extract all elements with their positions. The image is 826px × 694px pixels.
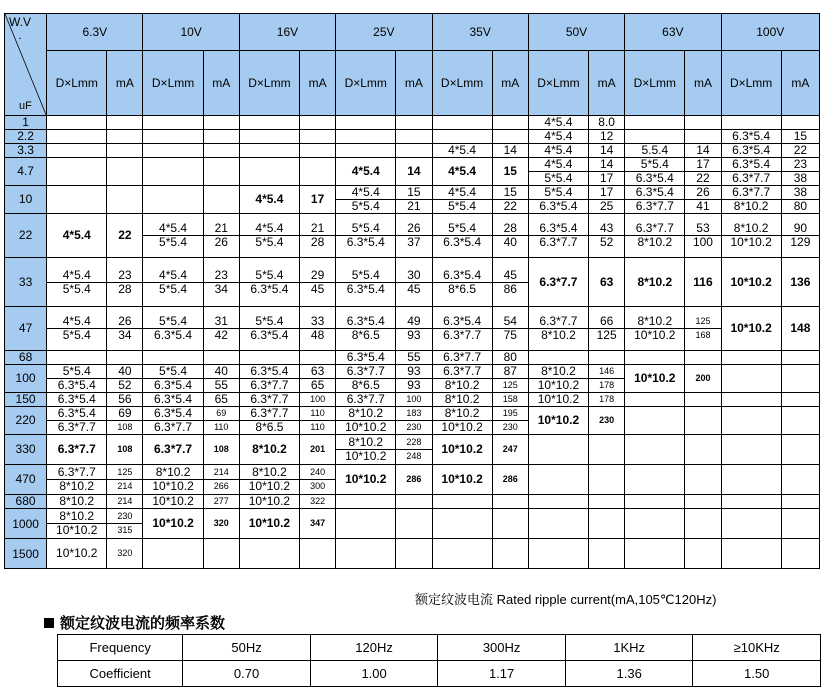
dim-cell: 10*10.2 (432, 465, 492, 495)
corner-header (5, 14, 47, 116)
cap-label: 150 (5, 393, 47, 407)
ma-cell: 230 (589, 407, 625, 435)
ma-cell: 40 55 (203, 365, 239, 393)
dim-cell: 8*10.2 10*10.2 (143, 465, 203, 495)
coefficient-value: 1.00 (310, 661, 438, 687)
dim-cell: 4*5.4 5*5.4 (143, 214, 203, 258)
coefficient-label: Coefficient (58, 661, 183, 687)
ma-cell: 55 (396, 351, 432, 365)
dim-header: D×Lmm (528, 51, 588, 116)
cap-label: 1500 (5, 539, 47, 569)
ma-cell: 14 (396, 158, 432, 186)
frequency-label: Frequency (58, 635, 183, 661)
cap-label: 33 (5, 258, 47, 307)
dim-cell: 6.3*5.4 6.3*7.7 (239, 365, 299, 393)
cap-label: 470 (5, 465, 47, 495)
dim-cell: 10*10.2 (721, 307, 781, 351)
frequency-coefficient-table (57, 634, 821, 687)
dim-cell: 4*5.4 (336, 158, 396, 186)
dim-cell: 8*10.2 10*10.2 (528, 365, 588, 393)
dim-cell: 5*5.4 6.3*5.4 (625, 158, 685, 186)
ma-cell: 125 214 (107, 465, 143, 495)
ma-header: mA (300, 51, 336, 116)
dim-cell: 8*10.2 10*10.2 (336, 435, 396, 465)
ma-cell: 38 80 (781, 186, 819, 214)
dim-cell: 6.3*7.7 8*6.5 (336, 365, 396, 393)
cap-label: 680 (5, 495, 47, 509)
dim-cell: 5*5.4 6.3*5.4 (432, 214, 492, 258)
dim-cell: 4*5.4 (528, 144, 588, 158)
voltage-header: 50V (528, 14, 624, 51)
ma-header: mA (781, 51, 819, 116)
dim-cell: 10*10.2 (528, 393, 588, 407)
ma-cell: 12 (589, 130, 625, 144)
ma-cell: 347 (300, 509, 336, 539)
ma-cell: 116 (685, 258, 721, 307)
ma-cell: 8.0 (589, 116, 625, 130)
ma-cell: 146 178 (589, 365, 625, 393)
dim-cell: 10*10.2 (143, 509, 203, 539)
dim-cell: 6.3*7.7 (143, 435, 203, 465)
dim-header: D×Lmm (239, 51, 299, 116)
ma-cell: 17 (300, 186, 336, 214)
ma-cell: 66 125 (589, 307, 625, 351)
ma-cell: 30 45 (396, 258, 432, 307)
ma-cell: 87 125 (492, 365, 528, 393)
ma-cell: 31 42 (203, 307, 239, 351)
ma-cell: 21 28 (300, 214, 336, 258)
cap-label: 100 (5, 365, 47, 393)
dim-cell: 6.3*5.4 (143, 393, 203, 407)
ma-cell: 22 (781, 144, 819, 158)
ma-cell: 230 315 (107, 509, 143, 539)
voltage-header: 63V (625, 14, 721, 51)
dim-cell: 6.3*7.7 (528, 258, 588, 307)
frequency-value: ≥10KHz (693, 635, 821, 661)
ma-cell: 108 (107, 435, 143, 465)
frequency-value: 50Hz (183, 635, 311, 661)
dim-cell: 5*5.4 6.3*5.4 (239, 258, 299, 307)
dim-cell: 8*10.2 10*10.2 (625, 307, 685, 351)
dim-cell: 6.3*5.4 (721, 130, 781, 144)
ma-header: mA (203, 51, 239, 116)
ma-cell: 108 (203, 435, 239, 465)
dim-cell: 4*5.4 (528, 116, 588, 130)
voltage-header: 25V (336, 14, 432, 51)
dim-cell: 6.3*7.7 (432, 351, 492, 365)
cap-label: 47 (5, 307, 47, 351)
coefficient-value: 1.36 (565, 661, 693, 687)
ma-cell: 14 (492, 144, 528, 158)
cap-label: 68 (5, 351, 47, 365)
ma-cell: 26 41 (685, 186, 721, 214)
ma-cell: 322 (300, 495, 336, 509)
dim-cell: 6.3*5.4 (47, 393, 107, 407)
ma-cell: 200 (685, 365, 721, 393)
ma-cell: 93 93 (396, 365, 432, 393)
ma-cell: 65 (203, 393, 239, 407)
section-title-text: 额定纹波电流的频率系数 (60, 615, 226, 632)
dim-cell: 10*10.2 (143, 495, 203, 509)
dim-cell: 10*10.2 (721, 258, 781, 307)
ma-cell: 54 75 (492, 307, 528, 351)
dim-cell: 10*10.2 (432, 435, 492, 465)
ma-header: mA (396, 51, 432, 116)
ma-cell: 15 22 (492, 186, 528, 214)
dim-cell: 4*5.4 5*5.4 (47, 258, 107, 307)
dim-cell: 10*10.2 (239, 495, 299, 509)
dim-header: D×Lmm (721, 51, 781, 116)
ma-header: mA (685, 51, 721, 116)
ma-cell: 23 34 (203, 258, 239, 307)
dim-cell: 4*5.4 5*5.4 (143, 258, 203, 307)
ma-cell: 45 86 (492, 258, 528, 307)
voltage-header: 16V (239, 14, 335, 51)
ma-cell: 125 168 (685, 307, 721, 351)
section-title (44, 612, 225, 633)
ma-cell: 286 (492, 465, 528, 495)
ma-cell: 15 (781, 130, 819, 144)
coefficient-value: 1.50 (693, 661, 821, 687)
coefficient-value: 1.17 (438, 661, 566, 687)
cap-label: 1 (5, 116, 47, 130)
ma-cell: 22 (107, 214, 143, 258)
dim-cell: 4*5.4 (47, 214, 107, 258)
ma-cell: 136 (781, 258, 819, 307)
ma-cell: 63 65 (300, 365, 336, 393)
dim-header: D×Lmm (432, 51, 492, 116)
cap-label: 4.7 (5, 158, 47, 186)
dim-cell: 8*10.2 10*10.2 (721, 214, 781, 258)
ma-cell: 43 52 (589, 214, 625, 258)
ma-cell: 100 (396, 393, 432, 407)
dim-cell: 10*10.2 (47, 539, 107, 569)
ma-cell: 53 100 (685, 214, 721, 258)
dim-cell: 6.3*7.7 8*10.2 (528, 307, 588, 351)
dim-cell: 8*10.2 10*10.2 (47, 509, 107, 539)
ma-cell: 247 (492, 435, 528, 465)
dim-cell: 6.3*5.4 (721, 144, 781, 158)
dim-cell: 6.3*5.4 6.3*7.7 (721, 158, 781, 186)
dim-cell: 4*5.4 5*5.4 (432, 186, 492, 214)
dim-cell: 6.3*7.7 8*10.2 (721, 186, 781, 214)
dim-cell: 8*10.2 (47, 495, 107, 509)
frequency-value: 1KHz (565, 635, 693, 661)
dim-cell: 5*5.4 6.3*5.4 (336, 214, 396, 258)
ma-cell: 33 48 (300, 307, 336, 351)
cap-label: 1000 (5, 509, 47, 539)
ma-cell: 277 (203, 495, 239, 509)
ma-cell: 320 (107, 539, 143, 569)
ma-cell: 183 230 (396, 407, 432, 435)
ma-cell: 17 25 (589, 186, 625, 214)
ma-cell: 240 300 (300, 465, 336, 495)
ma-cell: 17 22 (685, 158, 721, 186)
ma-cell: 14 17 (589, 158, 625, 186)
voltage-header: 35V (432, 14, 528, 51)
dim-cell: 6.3*5.4 8*6.5 (432, 258, 492, 307)
ma-cell: 100 (300, 393, 336, 407)
ma-cell: 201 (300, 435, 336, 465)
ma-cell: 214 (107, 495, 143, 509)
cap-label: 330 (5, 435, 47, 465)
dim-cell: 10*10.2 (239, 509, 299, 539)
dim-cell: 6.3*7.7 8*10.2 (625, 214, 685, 258)
ma-cell: 320 (203, 509, 239, 539)
dim-cell: 10*10.2 (625, 365, 685, 393)
ma-cell: 49 93 (396, 307, 432, 351)
dim-cell: 10*10.2 (528, 407, 588, 435)
cap-label: 220 (5, 407, 47, 435)
dim-cell: 5*5.4 6.3*5.4 (336, 258, 396, 307)
ma-cell: 178 (589, 393, 625, 407)
dim-cell: 5*5.4 6.3*5.4 (143, 307, 203, 351)
ma-cell: 110 110 (300, 407, 336, 435)
dim-cell: 6.3*5.4 6.3*7.7 (432, 307, 492, 351)
voltage-header: 100V (721, 14, 819, 51)
ma-header: mA (589, 51, 625, 116)
ma-cell: 90 129 (781, 214, 819, 258)
frequency-value: 300Hz (438, 635, 566, 661)
ma-cell: 15 21 (396, 186, 432, 214)
wv-label: W.V . (9, 15, 32, 42)
dim-cell: 6.3*5.4 6.3*7.7 (143, 407, 203, 435)
dim-cell: 6.3*7.7 8*10.2 (47, 465, 107, 495)
dim-cell: 5*5.4 6.3*5.4 (143, 365, 203, 393)
dim-cell: 6.3*5.4 6.3*7.7 (47, 407, 107, 435)
dim-cell: 6.3*7.7 (336, 393, 396, 407)
dim-cell: 4*5.4 5*5.4 (239, 214, 299, 258)
ma-cell: 26 34 (107, 307, 143, 351)
ma-header: mA (492, 51, 528, 116)
ma-cell: 15 (492, 158, 528, 186)
dim-cell: 4*5.4 (432, 158, 492, 186)
dim-cell: 6.3*7.7 8*10.2 (432, 365, 492, 393)
ma-cell: 29 45 (300, 258, 336, 307)
ma-cell: 214 266 (203, 465, 239, 495)
coefficient-value: 0.70 (183, 661, 311, 687)
dim-header: D×Lmm (625, 51, 685, 116)
voltage-header: 10V (143, 14, 239, 51)
cap-label: 3.3 (5, 144, 47, 158)
dim-cell: 6.3*5.4 8*6.5 (336, 307, 396, 351)
ma-header: mA (107, 51, 143, 116)
ma-cell: 286 (396, 465, 432, 495)
rated-ripple-note: 额定纹波电流 Rated ripple current(mA,105℃120Hz) (415, 592, 717, 607)
dim-cell: 8*10.2 (625, 258, 685, 307)
dim-cell: 4*5.4 (432, 144, 492, 158)
dim-cell: 8*10.2 10*10.2 (239, 465, 299, 495)
ma-cell: 148 (781, 307, 819, 351)
frequency-value: 120Hz (310, 635, 438, 661)
ma-cell: 80 (492, 351, 528, 365)
ma-cell: 69 110 (203, 407, 239, 435)
ma-cell: 40 52 (107, 365, 143, 393)
ma-cell: 23 28 (107, 258, 143, 307)
ma-cell: 195 230 (492, 407, 528, 435)
dim-cell: 8*10.2 (432, 393, 492, 407)
ma-cell: 21 26 (203, 214, 239, 258)
dim-cell: 5*5.4 6.3*5.4 (47, 365, 107, 393)
ma-cell: 28 40 (492, 214, 528, 258)
ma-cell: 26 37 (396, 214, 432, 258)
dim-header: D×Lmm (47, 51, 107, 116)
ma-cell: 228 248 (396, 435, 432, 465)
ripple-current-table (4, 13, 820, 569)
dim-cell: 8*10.2 10*10.2 (432, 407, 492, 435)
dim-cell: 6.3*7.7 (239, 393, 299, 407)
dim-cell: 6.3*5.4 6.3*7.7 (528, 214, 588, 258)
dim-cell: 4*5.4 5*5.4 (47, 307, 107, 351)
dim-cell: 6.3*5.4 6.3*7.7 (625, 186, 685, 214)
dim-cell: 6.3*5.4 (336, 351, 396, 365)
ma-cell: 69 108 (107, 407, 143, 435)
ma-cell: 56 (107, 393, 143, 407)
dim-cell: 5.5.4 (625, 144, 685, 158)
dim-header: D×Lmm (143, 51, 203, 116)
dim-cell: 4*5.4 (528, 130, 588, 144)
dim-cell: 10*10.2 (336, 465, 396, 495)
ma-cell: 14 (589, 144, 625, 158)
dim-cell: 6.3*7.7 8*6.5 (239, 407, 299, 435)
dim-cell: 4*5.4 5*5.4 (336, 186, 396, 214)
cap-label: 2.2 (5, 130, 47, 144)
ma-cell: 158 (492, 393, 528, 407)
dim-cell: 4*5.4 5*5.4 (528, 158, 588, 186)
cap-label: 22 (5, 214, 47, 258)
voltage-header: 6.3V (47, 14, 143, 51)
ma-cell: 23 38 (781, 158, 819, 186)
dim-cell: 8*10.2 (239, 435, 299, 465)
dim-cell: 5*5.4 6.3*5.4 (528, 186, 588, 214)
dim-header: D×Lmm (336, 51, 396, 116)
dim-cell: 4*5.4 (239, 186, 299, 214)
uf-label: uF (19, 100, 32, 112)
dim-cell: 5*5.4 6.3*5.4 (239, 307, 299, 351)
ma-cell: 63 (589, 258, 625, 307)
dim-cell: 6.3*7.7 (47, 435, 107, 465)
cap-label: 10 (5, 186, 47, 214)
dim-cell: 8*10.2 10*10.2 (336, 407, 396, 435)
ma-cell: 14 (685, 144, 721, 158)
bullet-square-icon (44, 618, 54, 628)
